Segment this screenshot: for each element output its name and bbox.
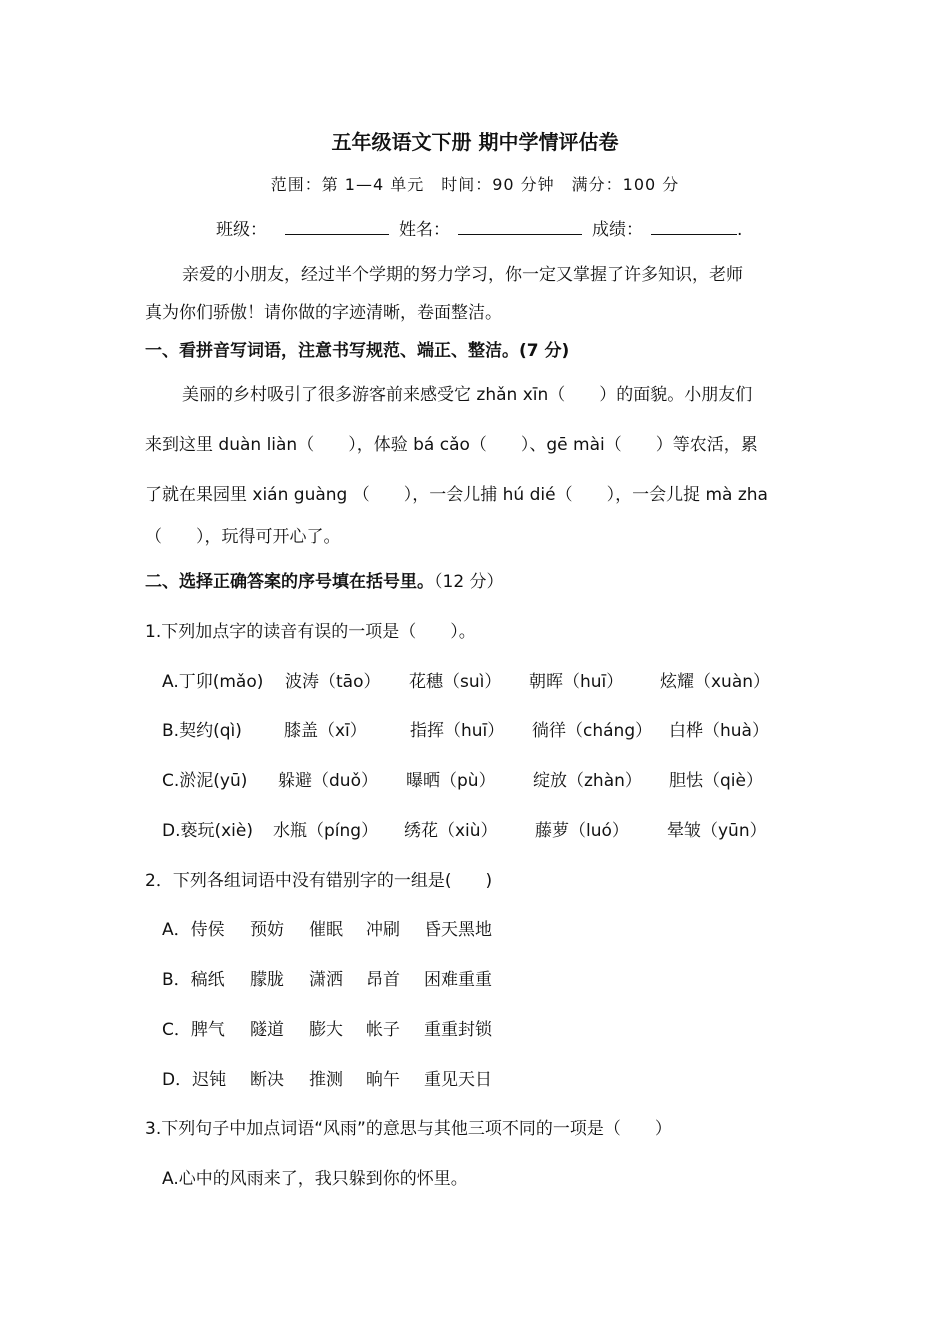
q3-option-a: A.心中的风雨来了，我只躲到你的怀里。 bbox=[162, 1169, 468, 1189]
q1-b-item-4: 徜徉（cháng） bbox=[532, 721, 653, 741]
q1-b-item-1: B.契约(qì) bbox=[162, 721, 242, 741]
q1-c-item-4: 绽放（zhàn） bbox=[533, 771, 642, 791]
q2-c-word-5: 重重封锁 bbox=[424, 1020, 492, 1040]
q2-b-word-3: 潇洒 bbox=[309, 970, 343, 990]
q2-a-word-1: A．侍侯 bbox=[162, 920, 225, 940]
q1-d-item-5: 晕皱（yūn） bbox=[667, 821, 767, 841]
q2-option-c bbox=[162, 1015, 492, 1040]
q2-a-word-2: 预妨 bbox=[250, 920, 284, 940]
intro-line-1: 亲爱的小朋友，经过半个学期的努力学习，你一定又掌握了许多知识，老师 bbox=[182, 265, 743, 285]
section1-line-2: 来到这里 duàn liàn（ ），体验 bá cǎo（ ）、gē mài（ ）等农活，累 bbox=[145, 435, 758, 455]
page-title: 五年级语文下册 期中学情评估卷 bbox=[331, 130, 619, 154]
q2-b-word-1: B．稿纸 bbox=[162, 970, 225, 990]
q1-b-item-2: 膝盖（xī） bbox=[284, 721, 367, 741]
q2-a-word-3: 催眠 bbox=[309, 920, 343, 940]
q1-a-item-5: 炫耀（xuàn） bbox=[660, 672, 771, 692]
student-info-line bbox=[216, 215, 742, 240]
q1-d-item-1: D.亵玩(xiè) bbox=[162, 821, 254, 841]
q2-d-word-1: D．迟钝 bbox=[162, 1070, 227, 1090]
q2-a-word-5: 昏天黑地 bbox=[424, 920, 492, 940]
section2-heading-text: 二、选择正确答案的序号填在括号里。 bbox=[145, 572, 434, 592]
q3-stem: 3.下列句子中加点词语“风雨”的意思与其他三项不同的一项是（ ） bbox=[145, 1119, 672, 1139]
q2-c-word-1: C．脾气 bbox=[162, 1020, 225, 1040]
q2-c-word-2: 隧道 bbox=[250, 1020, 284, 1040]
q2-d-word-2: 断决 bbox=[250, 1070, 284, 1090]
q1-d-item-3: 绣花（xiù） bbox=[404, 821, 498, 841]
q1-b-item-5: 白桦（huà） bbox=[669, 721, 769, 741]
q2-d-word-4: 晌午 bbox=[366, 1070, 400, 1090]
section1-line-4: （ ），玩得可开心了。 bbox=[145, 527, 341, 547]
q1-option-a bbox=[162, 667, 770, 692]
q2-option-d bbox=[162, 1065, 492, 1090]
q1-a-item-3: 花穗（suì） bbox=[409, 672, 502, 692]
intro-line-2: 真为你们骄傲！请你做的字迹清晰，卷面整洁。 bbox=[145, 303, 502, 323]
class-blank[interactable] bbox=[285, 218, 389, 235]
q2-option-a bbox=[162, 915, 492, 940]
section1-line-1: 美丽的乡村吸引了很多游客前来感受它 zhǎn xīn（ ）的面貌。小朋友们 bbox=[182, 385, 753, 405]
q2-c-word-3: 膨大 bbox=[309, 1020, 343, 1040]
q1-stem: 1.下列加点字的读音有误的一项是（ ）。 bbox=[145, 622, 476, 642]
q1-option-b bbox=[162, 716, 769, 741]
section1-score: (7 分) bbox=[519, 341, 570, 361]
score-blank[interactable] bbox=[651, 218, 737, 235]
exam-scope-line: 范围：第 1—4 单元 时间：90 分钟 满分：100 分 bbox=[270, 175, 680, 194]
q2-b-word-4: 昂首 bbox=[366, 970, 400, 990]
q2-d-word-3: 推测 bbox=[309, 1070, 343, 1090]
info-end: . bbox=[737, 220, 743, 240]
q1-b-item-3: 指挥（huī） bbox=[410, 721, 505, 741]
q2-b-word-5: 困难重重 bbox=[424, 970, 492, 990]
q1-c-item-1: C.淤泥(yū) bbox=[162, 771, 248, 791]
q1-option-c bbox=[162, 766, 763, 791]
name-blank[interactable] bbox=[458, 218, 582, 235]
q2-stem: 2．下列各组词语中没有错别字的一组是( ) bbox=[145, 871, 493, 891]
section2-score: （12 分） bbox=[434, 572, 504, 592]
section1-heading-text: 一、看拼音写词语，注意书写规范、端正、整洁。 bbox=[145, 341, 519, 361]
q2-d-word-5: 重见天日 bbox=[424, 1070, 492, 1090]
q2-a-word-4: 冲刷 bbox=[366, 920, 400, 940]
q1-a-item-1: A.丁卯(mǎo) bbox=[162, 672, 264, 692]
section2-heading bbox=[145, 567, 504, 592]
q1-a-item-2: 波涛（tāo） bbox=[285, 672, 381, 692]
q2-c-word-4: 帐子 bbox=[366, 1020, 400, 1040]
score-label: 成绩： bbox=[592, 220, 643, 240]
section1-line-3: 了就在果园里 xián guàng （ ），一会儿捕 hú dié（ ），一会儿捉 mà zha bbox=[145, 485, 768, 505]
q2-option-b bbox=[162, 965, 492, 990]
q1-c-item-2: 躲避（duǒ） bbox=[278, 771, 378, 791]
q2-b-word-2: 朦胧 bbox=[250, 970, 284, 990]
q1-c-item-3: 曝晒（pù） bbox=[406, 771, 496, 791]
q1-c-item-5: 胆怯（qiè） bbox=[669, 771, 763, 791]
q1-d-item-4: 藤萝（luó） bbox=[535, 821, 629, 841]
name-label: 姓名： bbox=[399, 220, 450, 240]
q1-option-d bbox=[162, 816, 767, 841]
q1-d-item-2: 水瓶（píng） bbox=[273, 821, 379, 841]
q1-a-item-4: 朝晖（huī） bbox=[529, 672, 624, 692]
section1-heading bbox=[145, 336, 569, 361]
class-label: 班级： bbox=[216, 220, 267, 240]
